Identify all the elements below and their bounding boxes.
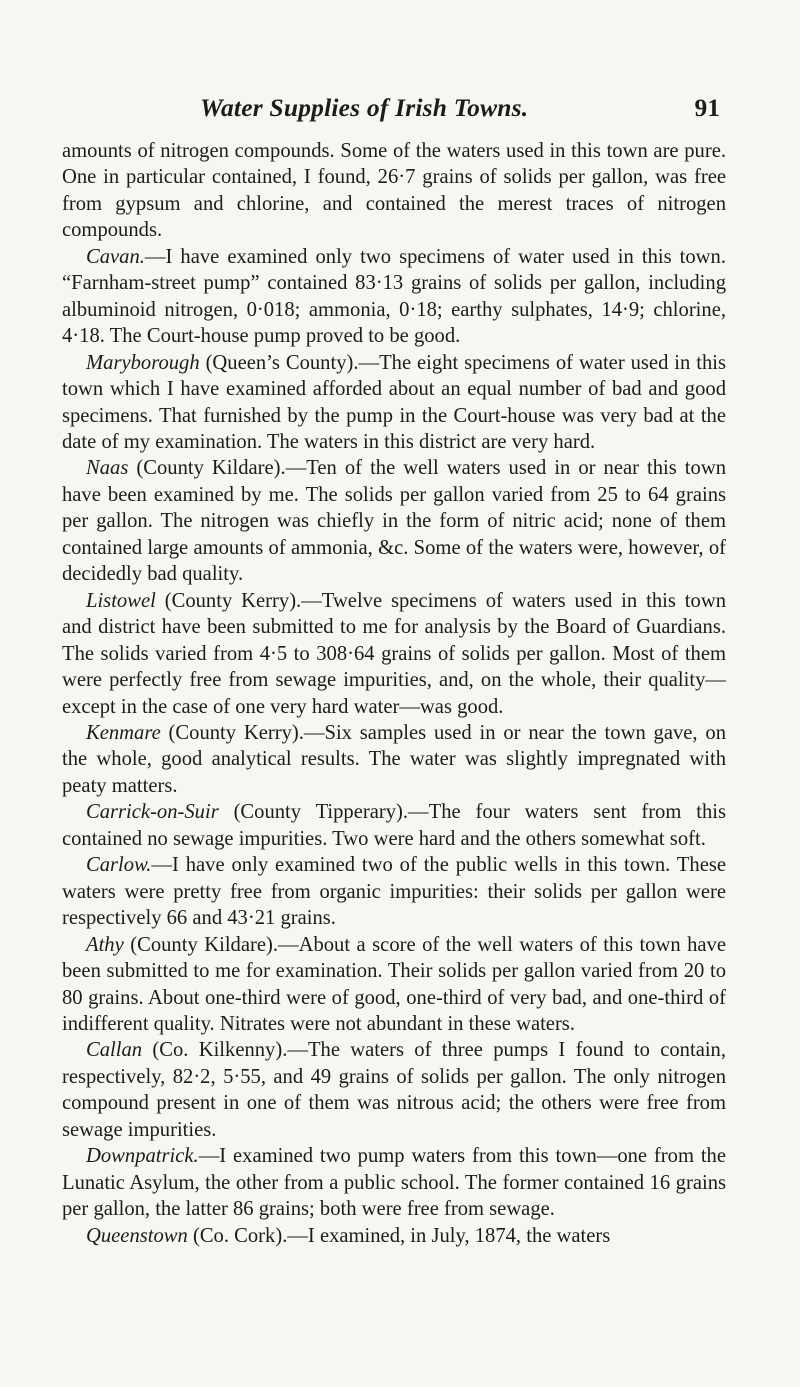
town-name: Queenstown: [86, 1224, 188, 1247]
paragraph-athy: [62, 932, 726, 1038]
paragraph-listowel: [62, 588, 726, 720]
town-name: Cavan.: [86, 245, 145, 268]
paragraph-text: —I have only examined two of the public wells in this town. These waters were pretty free from organic impurities: their solids per gallon were respectively 66 and 43·21 grains.: [62, 854, 726, 930]
paragraph-text: (County Kerry).—Twelve specimens of waters used in this town and district have been submitted to me for analysis by the Board of Guardians. The solids varied from 4·5 to 308·64 grains of solids per gallon. Most of them were perfectly free from sewage impurities, and, on the whole, their quality—except in the case of one very hard water—was good.: [62, 589, 726, 718]
paragraph-maryborough: [62, 350, 726, 456]
town-name: Callan: [86, 1039, 143, 1062]
paragraph-cavan: [62, 244, 726, 350]
paragraph-callan: [62, 1037, 726, 1143]
page-number: 91: [694, 93, 720, 122]
paragraph-text: (Co. Cork).—I examined, in July, 1874, the waters: [187, 1224, 611, 1247]
town-name: Carlow.: [86, 854, 152, 877]
paragraph-text: (County Kildare).—About a score of the well waters of this town have been submitted to me for examination. Their solids per gallon varied from 20 to 80 grains. About one-third were of good, one-third of very bad, and one-third of indifferent quality. Nitrates were not abundant in these waters.: [62, 933, 726, 1035]
paragraph-text: (County Kerry).—Six samples used in or near the town gave, on the whole, good analytical results. The water was slightly impregnated with peaty matters.: [62, 721, 726, 797]
paragraph-continuation: [62, 138, 726, 244]
town-name: Maryborough: [86, 351, 200, 374]
paragraph-text: —I have examined only two specimens of water used in this town. “Farnham-street pump” contained 83·13 grains of solids per gallon, including albuminoid nitrogen, 0·018; ammonia, 0·18; earthy sulphates, 14·9; chlorine, 4·18. The Court-house pump proved to be good.: [62, 245, 726, 348]
paragraph-text: —I examined two pump waters from this town—one from the Lunatic Asylum, the other from a public school. The former contained 16 grains per gallon, the latter 86 grains; both were free from sewage.: [62, 1145, 726, 1221]
paragraph-text: (Co. Kilkenny).—The waters of three pumps I found to contain, respectively, 82·2, 5·55, and 49 grains of solids per gallon. The only nitrogen compound present in one of them was nitrous acid; the others were free from sewage impurities.: [62, 1039, 726, 1141]
running-title: Water Supplies of Irish Towns.: [200, 93, 529, 122]
town-name: Carrick-on-Suir: [86, 801, 219, 824]
paragraph-kenmare: [62, 720, 726, 799]
paragraph-carlow: [62, 852, 726, 931]
page-header: [200, 93, 720, 123]
town-name: Athy: [86, 933, 124, 956]
paragraph-text: amounts of nitrogen compounds. Some of the waters used in this town are pure. One in particular contained, I found, 26·7 grains of solids per gallon, was free from gypsum and chlorine, and contained the merest traces of nitrogen compounds.: [62, 140, 726, 242]
paragraph-text: (County Tipperary).—The four waters sent from this contained no sewage impurities. Two were hard and the others somewhat soft.: [62, 801, 726, 850]
town-name: Listowel: [86, 589, 156, 612]
town-name: Downpatrick.: [86, 1145, 199, 1168]
paragraph-carrick-on-suir: [62, 799, 726, 852]
paragraph-naas: [62, 455, 726, 587]
paragraph-text: (County Kildare).—Ten of the well waters used in or near this town have been examined by me. The solids per gallon varied from 25 to 64 grains per gallon. The nitrogen was chiefly in the form of nitric acid; none of them contained large amounts of ammonia, &c. Some of the waters were, however, of decidedly bad quality.: [62, 457, 726, 586]
town-name: Kenmare: [86, 721, 161, 744]
paragraph-text: (Queen’s County).—The eight specimens of water used in this town which I have examined afforded about an equal number of bad and good specimens. That furnished by the pump in the Court-house was very bad at the date of my examination. The waters in this district are very hard.: [62, 351, 726, 453]
paragraph-downpatrick: [62, 1143, 726, 1222]
town-name: Naas: [86, 457, 129, 480]
body-text: [62, 138, 726, 1249]
paragraph-queenstown: [62, 1223, 726, 1249]
